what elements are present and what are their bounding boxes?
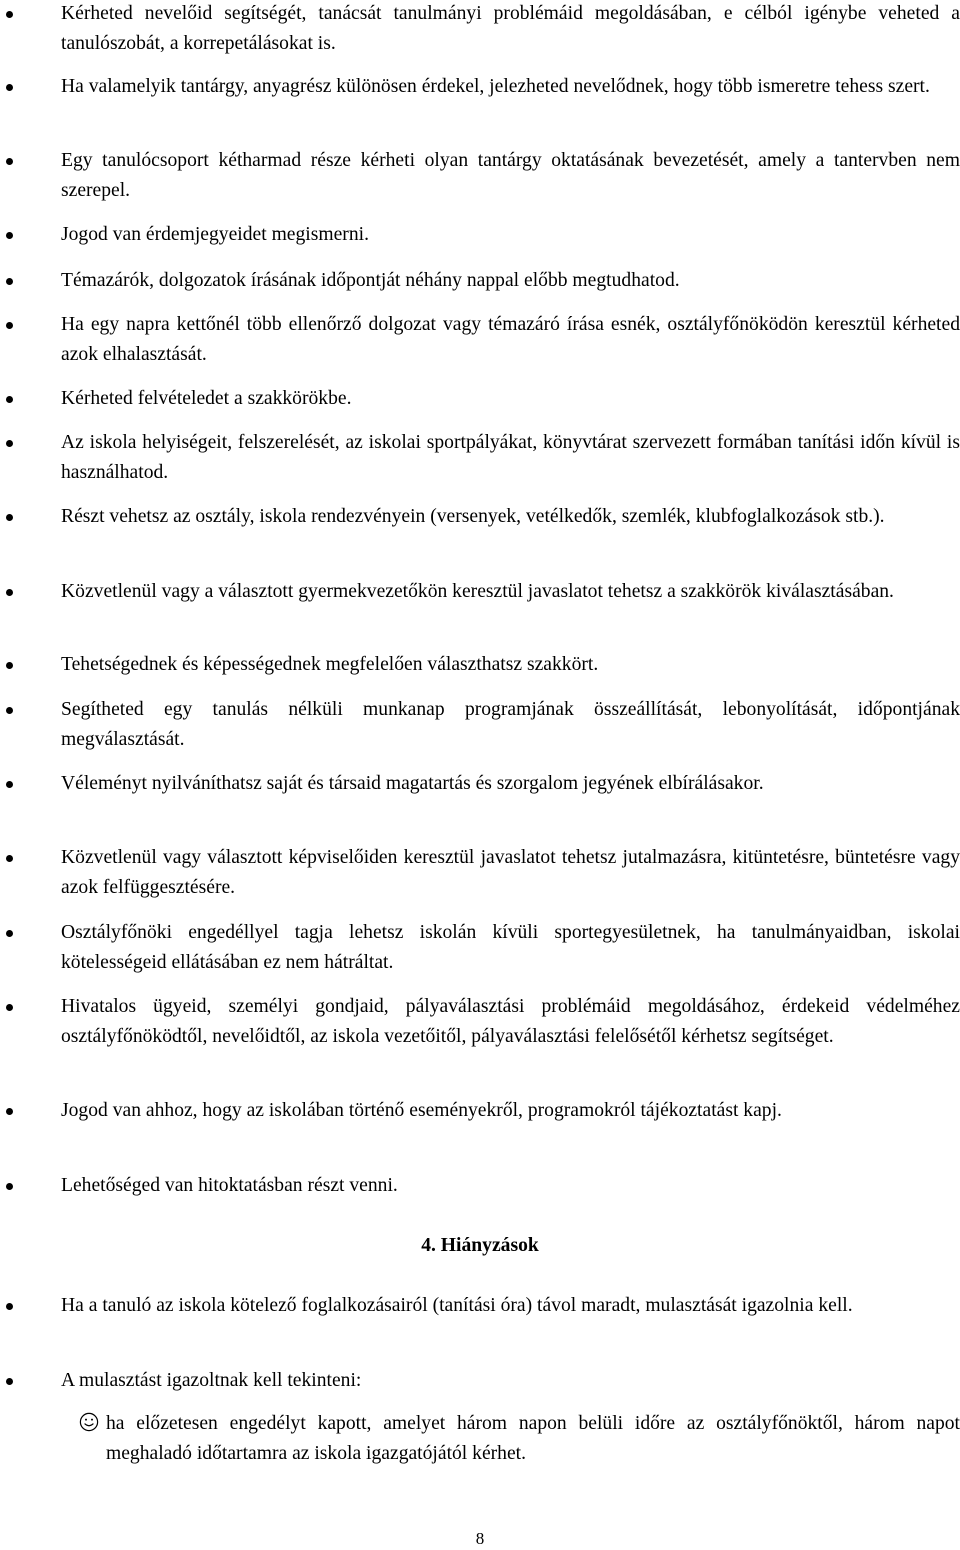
- bullet-icon: [6, 930, 13, 937]
- list-item: Témazárók, dolgozatok írásának időpontját néhány nappal előbb megtudhatod.: [61, 270, 680, 291]
- bullet-icon: [6, 11, 13, 18]
- bullet-icon: [6, 514, 13, 521]
- list-item: Osztályfőnöki engedéllyel tagja lehetsz iskolán kívüli sportegyesületnek, ha tanulmányaidban, iskolai kötelességeid ellátásában ez nem hátráltat.: [61, 922, 960, 973]
- bullet-icon: [6, 158, 13, 165]
- bullet-icon: [6, 1183, 13, 1190]
- list-item: Ha a tanuló az iskola kötelező foglalkozásairól (tanítási óra) távol maradt, mulasztását igazolnia kell.: [61, 1295, 853, 1316]
- bullet-icon: [6, 707, 13, 714]
- bullet-icon: [6, 1378, 13, 1385]
- list-item: Tehetségednek és képességednek megfelelően választhatsz szakkört.: [61, 654, 599, 675]
- smiley-icon: [79, 1412, 99, 1432]
- bullet-icon: [6, 1303, 13, 1310]
- list-item: Véleményt nyilváníthatsz saját és társaid magatartás és szorgalom jegyének elbírálásakor.: [61, 773, 764, 794]
- list-item: Hivatalos ügyeid, személyi gondjaid, pályaválasztási problémáid megoldásához, érdekeid védelméhez osztályfőnöködtől, nevelőidtől, az iskola vezetőitől, pályaválasztási felelősétől kérhetsz segítséget.: [61, 996, 960, 1047]
- bullet-icon: [6, 440, 13, 447]
- list-item: Az iskola helyiségeit, felszerelését, az iskolai sportpályákat, könyvtárat szervezett formában tanítási időn kívül is használhatod.: [61, 432, 960, 483]
- bullet-icon: [6, 589, 13, 596]
- list-item: Kérheted nevelőid segítségét, tanácsát tanulmányi problémáid megoldásában, e célból igénybe veheted a tanulószobát, a korrepetálásokat is.: [61, 3, 960, 54]
- list-item: A mulasztást igazoltnak kell tekinteni:: [61, 1370, 362, 1391]
- list-item: Közvetlenül vagy választott képviselőiden keresztül javaslatot tehetsz jutalmazásra, kitüntetésre, büntetésre vagy azok felfüggesztésére.: [61, 847, 960, 898]
- bullet-icon: [6, 1108, 13, 1115]
- list-item: Lehetőséged van hitoktatásban részt venni.: [61, 1175, 398, 1196]
- list-item: Ha valamelyik tantárgy, anyagrész különösen érdekel, jelezheted nevelődnek, hogy több ismeretre tehess szert.: [61, 76, 930, 97]
- bullet-icon: [6, 662, 13, 669]
- list-item: Egy tanulócsoport kétharmad része kérheti olyan tantárgy oktatásának bevezetését, amely a tantervben nem szerepel.: [61, 150, 960, 201]
- list-item: Jogod van érdemjegyeidet megismerni.: [61, 224, 369, 245]
- bullet-icon: [6, 84, 13, 91]
- list-item: Részt vehetsz az osztály, iskola rendezvényein (versenyek, vetélkedők, szemlék, klubfoglalkozások stb.).: [61, 506, 885, 527]
- section-heading: 4. Hiányzások: [421, 1235, 539, 1256]
- list-item: Segítheted egy tanulás nélküli munkanap programjának összeállítását, lebonyolítását, időpontjának megválasztását.: [61, 699, 960, 750]
- bullet-icon: [6, 322, 13, 329]
- list-item: Kérheted felvételedet a szakkörökbe.: [61, 388, 352, 409]
- list-item: Jogod van ahhoz, hogy az iskolában történő eseményekről, programokról tájékoztatást kapj.: [61, 1100, 782, 1121]
- bullet-icon: [6, 278, 13, 285]
- page-number: 8: [475, 1529, 485, 1548]
- bullet-icon: [6, 1004, 13, 1011]
- bullet-icon: [6, 232, 13, 239]
- sub-item-text: ha előzetesen engedélyt kapott, amelyet három napon belüli időre az osztályfőnöktől, három napot meghaladó időtartamra az iskola igazgatójától kérhet.: [106, 1413, 960, 1464]
- list-item: Közvetlenül vagy a választott gyermekvezetőkön keresztül javaslatot tehetsz a szakkörök kiválasztásában.: [61, 581, 894, 602]
- bullet-icon: [6, 396, 13, 403]
- list-item: Ha egy napra kettőnél több ellenőrző dolgozat vagy témazáró írása esnék, osztályfőnöködön keresztül kérheted azok elhalasztását.: [61, 314, 960, 365]
- bullet-icon: [6, 855, 13, 862]
- bullet-icon: [6, 781, 13, 788]
